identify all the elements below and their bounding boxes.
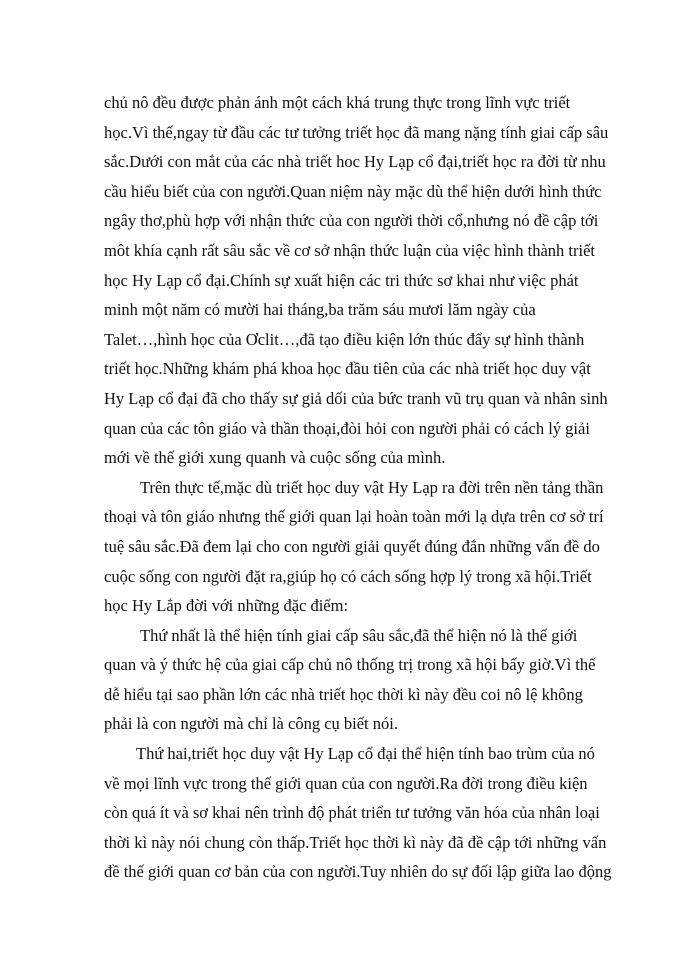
text-line-first: Thứ nhất là thể hiện tính giai cấp sâu sắc,đã thể hiện nó là thế giới: [140, 625, 578, 645]
text-line: mới về thế giới xung quanh và cuộc sống của mình.: [104, 448, 446, 468]
paragraph-1: [104, 88, 609, 473]
text-line-first: Thứ hai,triết học duy vật Hy Lạp cổ đại thể hiện tính bao trùm của nó: [136, 744, 595, 764]
text-line: phải là con người mà chỉ là công cụ biết nói.: [104, 714, 398, 734]
text-line: sắc.Dưới con mắt của các nhà triết hoc Hy Lạp cổ đại,triết học ra đời từ nhu: [104, 152, 606, 172]
text-line: môt khía cạnh rất sâu sắc về cơ sở nhận thức luận của việc hình thành triết: [104, 240, 595, 260]
text-line: Talet…,hình học của Ơclit…,đã tạo điều kiện lớn thúc đẩy sự hình thành: [104, 329, 585, 349]
text-line: thoại và tôn giáo nhưng thế giới quan lại hoàn toàn mới lạ dựa trên cơ sở trí: [104, 507, 604, 527]
paragraph-4: [104, 739, 612, 887]
paragraph-2: [104, 473, 604, 621]
text-line: học Hy Lạp cổ đại.Chính sự xuất hiện các tri thức sơ khai như việc phát: [104, 270, 579, 290]
text-line: thời kì này nói chung còn thấp.Triết học thời kì này đã đề cập tới những vấn: [104, 832, 607, 852]
text-line: chủ nô đều được phản ánh một cách khá trung thực trong lĩnh vực triết: [104, 93, 571, 112]
text-line: Hy Lạp cổ đại đã cho thấy sự giả dối của bức tranh vũ trụ quan và nhân sinh: [104, 388, 608, 408]
text-line: dễ hiểu tại sao phần lớn các nhà triết học thời kì này đều coi nô lệ không: [104, 684, 583, 704]
text-line: quan và ý thức hệ của giai cấp chủ nô thống trị trong xã hội bấy giờ.Vì thế: [104, 655, 596, 675]
paragraph-3: [104, 621, 604, 739]
text-line: tuệ sâu sắc.Đã đem lại cho con người giải quyết đúng đắn những vấn đề do: [104, 536, 600, 556]
text-line: minh một năm có mười hai tháng,ba trăm sáu mươi lăm ngày của: [104, 300, 536, 320]
text-line: quan của các tôn giáo và thần thoại,đòi hỏi con người phải có cách lý giải: [104, 418, 590, 438]
text-line-first: Trên thực tế,mặc dù triết học duy vật Hy Lạp ra đời trên nền tảng thần: [140, 477, 604, 497]
text-line: cuộc sống con người đặt ra,giúp họ có cách sống hợp lý trong xã hội.Triết: [104, 566, 592, 586]
text-line: cầu hiểu biết của con người.Quan niệm này mặc dù thể hiện dưới hình thức: [104, 181, 602, 201]
text-line: ngây thơ,phù hợp với nhận thức của con người thời cổ,nhưng nó đề cập tới: [104, 211, 599, 231]
text-line: học.Vì thế,ngay từ đầu các tư tưởng triết học đã mang nặng tính giai cấp sâu: [104, 122, 609, 142]
text-line: triết học.Những khám phá khoa học đầu tiên của các nhà triết học duy vật: [104, 359, 591, 379]
document-body: [104, 88, 612, 887]
text-line: học Hy Lắp đời với những đặc điểm:: [104, 596, 349, 616]
text-line: đề thế giới quan cơ bản của con người.Tuy nhiên do sự đối lập giữa lao động: [104, 862, 612, 882]
text-line: còn quá ít và sơ khai nên trình độ phát triển tư tưởng văn hóa của nhân loại: [104, 803, 600, 823]
text-line: về mọi lĩnh vực trong thế giới quan của con người.Ra đời trong điều kiện: [104, 773, 588, 793]
